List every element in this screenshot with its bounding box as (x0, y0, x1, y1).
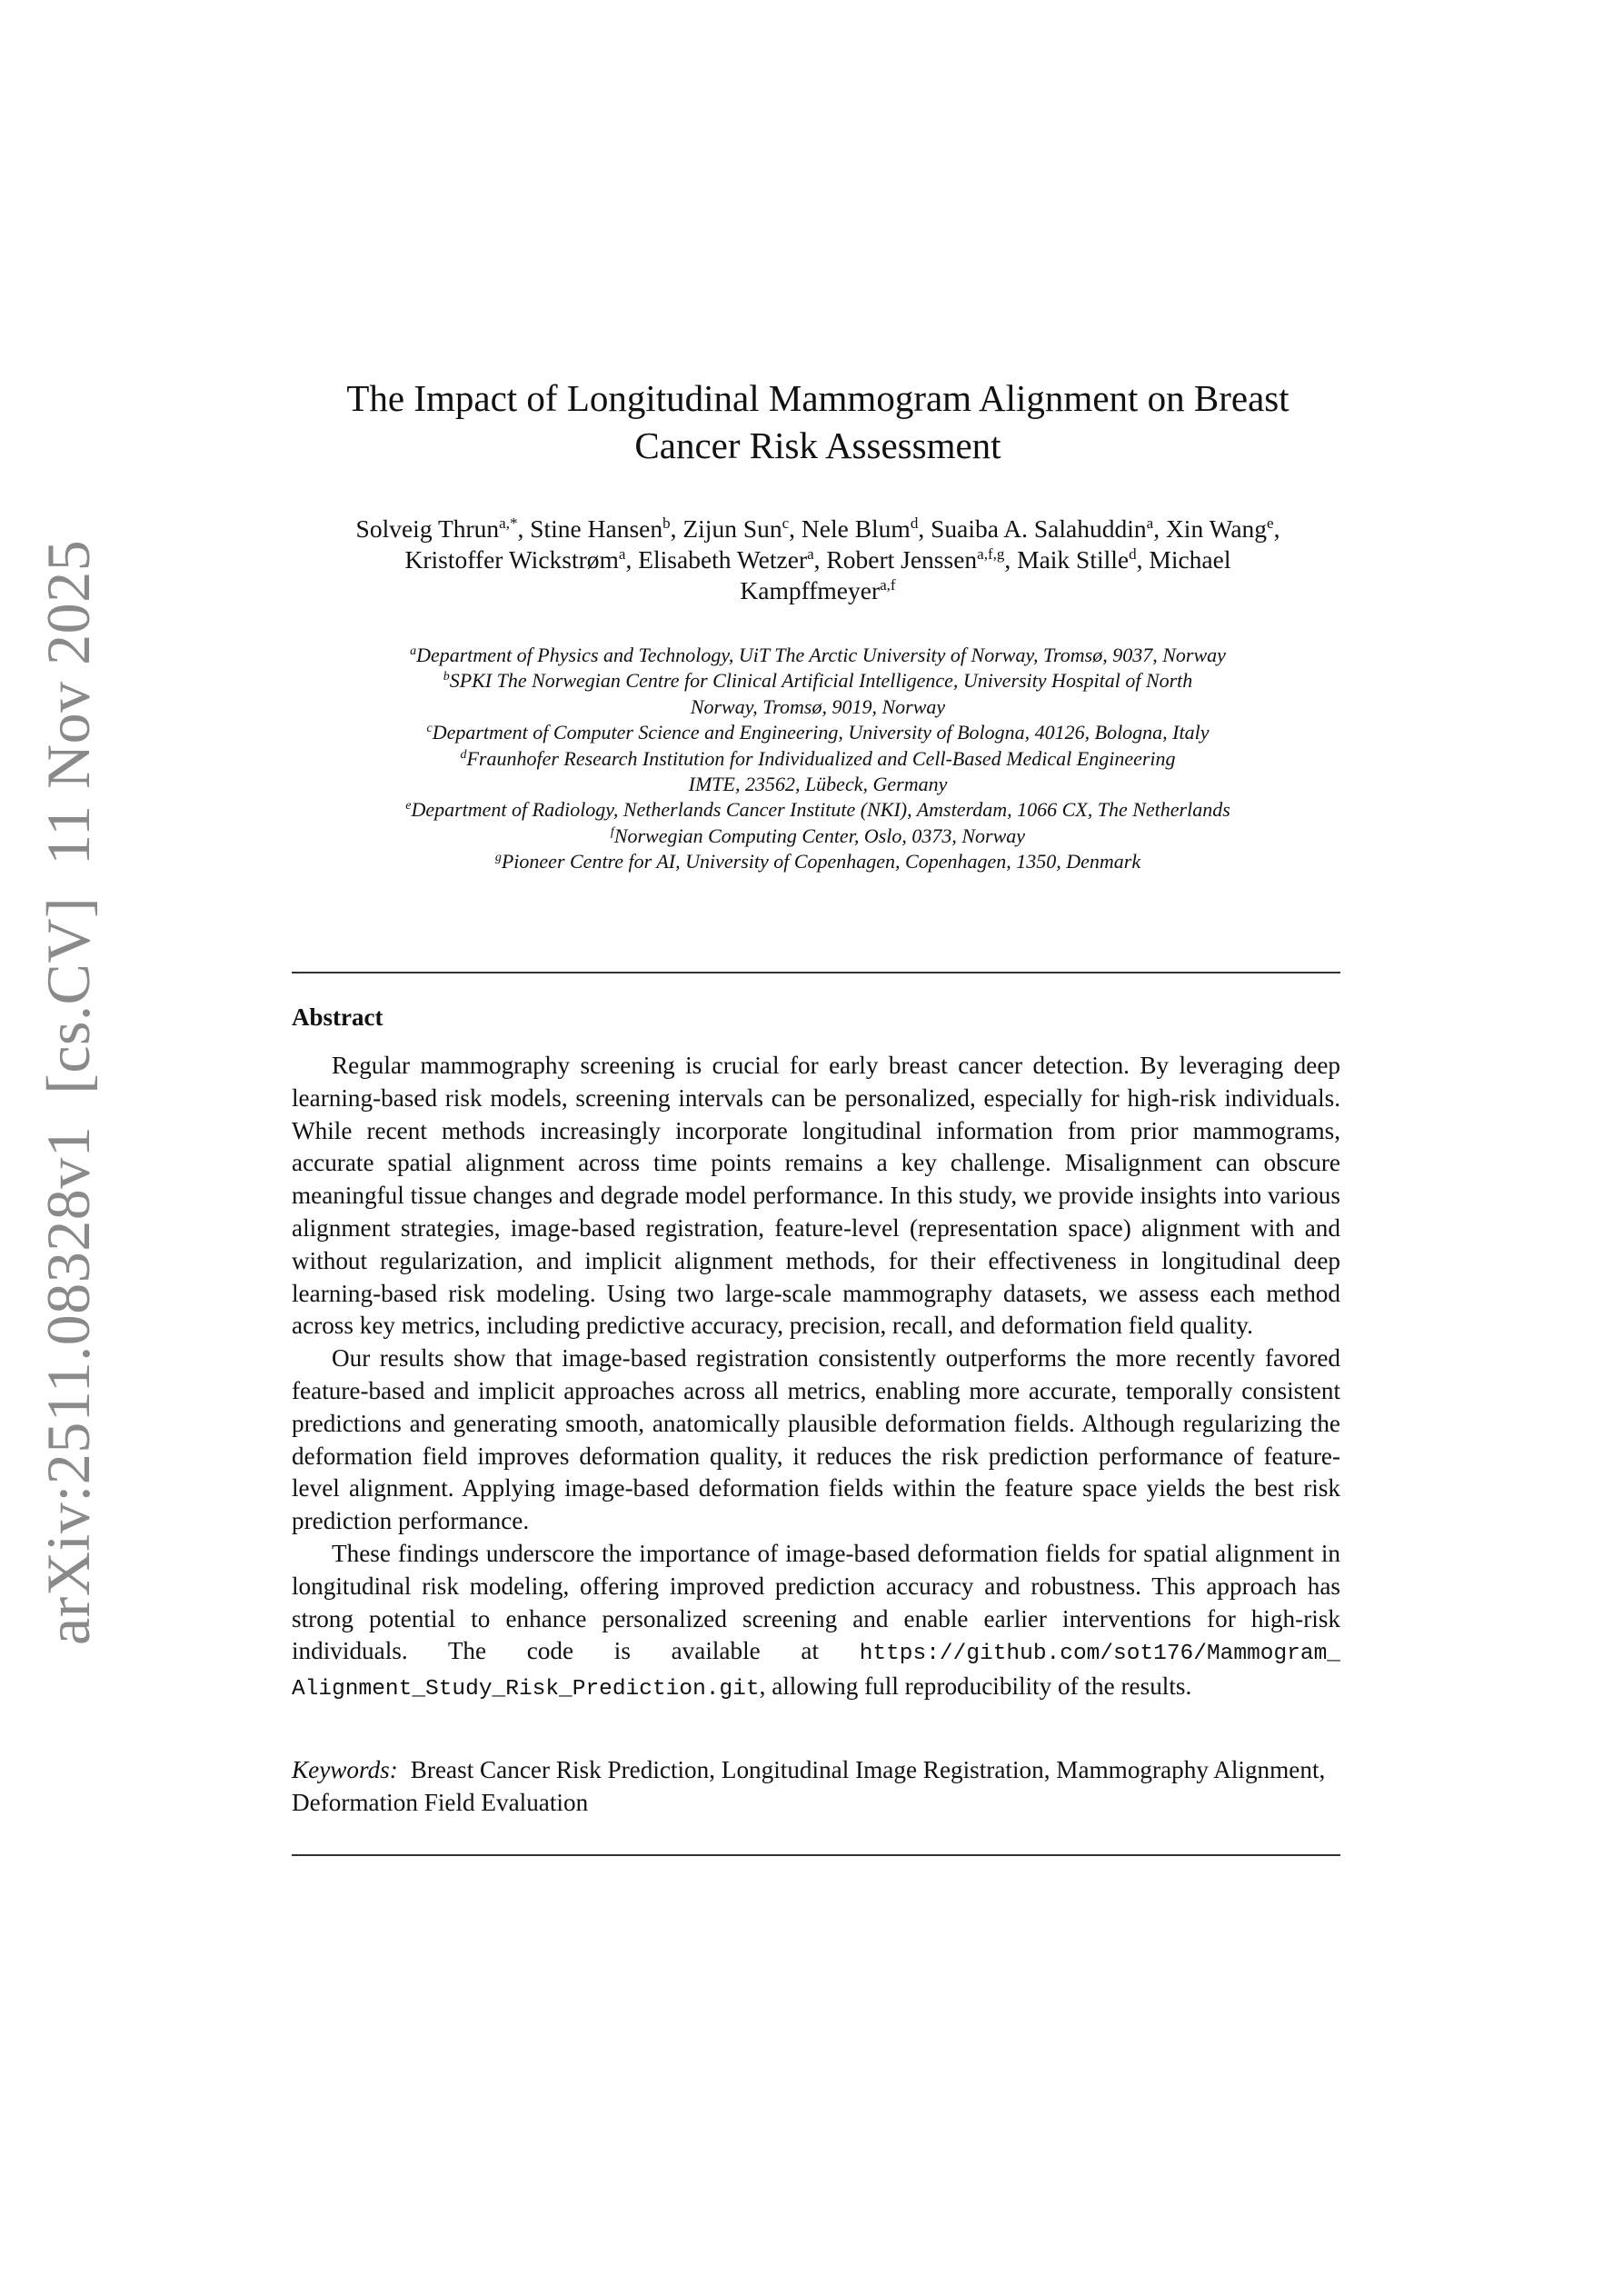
abstract-body (292, 1050, 1340, 1706)
author-name: Stine Hansen (530, 514, 663, 543)
affiliation-text: Norwegian Computing Center, Oslo, 0373, Norway (613, 824, 1026, 847)
code-repository-link[interactable]: https://github.com/sot176/Mammogram_​Alignment_Study_Risk_Prediction.git (292, 1642, 1340, 1702)
author-name: Nele Blum (801, 514, 911, 543)
author (1017, 545, 1149, 574)
author-list (291, 514, 1345, 606)
affiliation-key: c (426, 722, 433, 736)
affiliation-c (291, 720, 1345, 745)
affiliation-key: e (405, 799, 412, 814)
abstract-heading: Abstract (292, 1003, 383, 1031)
abstract-paragraph-3 (292, 1538, 1340, 1706)
affiliation-text: Department of Physics and Technology, UiT The Arctic University of Norway, Tromsø, 9037, Norway (416, 644, 1226, 666)
abstract-paragraph-2: Our results show that image-based registration consistently outperforms the more recently favored feature-based and implicit approaches across all metrics, enabling more accurate, temporally consistent predictions and generating smooth, anatomically plausible deformation fields. Although regularizing the deformation field improves deformation quality, it reduces the risk prediction performance of feature-level alignment. Applying image-based deformation fields within the feature space yields the best risk prediction performance. (292, 1344, 1340, 1535)
author-separator: , (1004, 545, 1018, 574)
author-name: Kristoffer Wickstrøm (404, 545, 619, 574)
author-affiliation-marker: a (618, 545, 626, 563)
author-affiliation-marker: a (807, 545, 814, 563)
author-affiliation-marker: b (662, 514, 671, 532)
affiliation-a (291, 643, 1345, 668)
author-separator: , (670, 514, 683, 543)
author-separator: , (1153, 514, 1166, 543)
author (1166, 514, 1280, 543)
affiliation-f (291, 824, 1345, 849)
keywords-label: Keywords: (292, 1756, 398, 1783)
author-name: Robert Jenssen (826, 545, 978, 574)
author-separator: , (789, 514, 802, 543)
affiliation-key: a (410, 644, 417, 658)
affiliation-e (291, 797, 1345, 823)
author-affiliation-marker: a,* (499, 514, 518, 532)
author-affiliation-marker: a (1146, 514, 1154, 532)
affiliation-text: Fraunhofer Research Institution for Individualized and Cell-Based Medical Engineering (466, 746, 1176, 770)
author-name: Elisabeth Wetzer (638, 545, 808, 574)
title-line-1: The Impact of Longitudinal Mammogram Alignment on Breast (346, 377, 1289, 419)
affiliation-key: g (494, 851, 502, 865)
author-affiliation-marker: d (1129, 545, 1137, 563)
abstract-bottom-divider (292, 1854, 1340, 1856)
affiliation-g (291, 849, 1345, 874)
keywords-text: Breast Cancer Risk Prediction, Longitudinal Image Registration, Mammography Alignment, Deformation Field Evaluation (292, 1756, 1326, 1816)
affiliation-text: IMTE, 23562, Lübeck, Germany (688, 773, 948, 796)
author-name: Zijun Sun (682, 514, 782, 543)
author-affiliation-marker: a,f,g (977, 545, 1005, 563)
arxiv-identifier-stamp: arXiv:2511.08328v1 [cs.CV] 11 Nov 2025 (34, 539, 103, 1645)
author-name: Maik Stille (1017, 545, 1130, 574)
author-affiliation-marker: c (782, 514, 790, 532)
affiliation-list (291, 643, 1345, 875)
author-separator: , (918, 514, 931, 543)
author (826, 545, 1017, 574)
affiliation-d (291, 746, 1345, 798)
affiliation-text: Pioneer Centre for AI, University of Copenhagen, Copenhagen, 1350, Denmark (501, 850, 1141, 873)
author-separator: , (625, 545, 639, 574)
author (356, 514, 531, 543)
author-affiliation-marker: a,f (880, 576, 896, 594)
affiliation-text: SPKI The Norwegian Centre for Clinical Artificial Intelligence, University Hospital of North (449, 669, 1193, 693)
author (931, 514, 1166, 543)
author-affiliation-marker: d (910, 514, 919, 532)
author (530, 514, 682, 543)
author-name: Suaiba A. Salahuddin (931, 514, 1147, 543)
author (638, 545, 826, 574)
author-separator: , (1273, 514, 1280, 543)
author (682, 514, 802, 543)
affiliation-text: Norway, Tromsø, 9019, Norway (690, 694, 946, 718)
abstract-top-divider (292, 972, 1340, 973)
author-separator: , (1136, 545, 1150, 574)
abstract-paragraph-1: Regular mammography screening is crucial for early breast cancer detection. By leveraging deep learning-based risk models, screening intervals can be personalized, especially for high-risk individuals. While recent methods increasingly incorporate longitudinal information from prior mammograms, accurate spatial alignment across time points remains a key challenge. Misalignment can obscure meaningful tissue changes and degrade model performance. In this study, we provide insights into various alignment strategies, image-based registration, feature-level (representation space) alignment with and without regularization, and implicit alignment methods, for their effectiveness in longitudinal deep learning-based risk modeling. Using two large-scale mammography datasets, we assess each method across key metrics, including predictive accuracy, precision, recall, and deformation field quality. (292, 1052, 1340, 1340)
affiliation-b (291, 668, 1345, 720)
paper-title (291, 374, 1345, 469)
keywords (292, 1754, 1340, 1820)
affiliation-key: d (460, 747, 467, 762)
paragraph-text: , allowing full reproducibility of the results. (759, 1672, 1192, 1701)
author-name: Xin Wang (1165, 514, 1268, 543)
author (802, 514, 931, 543)
author-separator: , (813, 545, 827, 574)
paragraph-text: These findings underscore the importance of image-based deformation fields for spatial alignment in longitudinal risk modeling, offering improved prediction accuracy and robustness. This approach has strong potential to enhance personalized screening and enable earlier interventions for high-risk individuals. The code is available at (292, 1539, 1340, 1665)
author-name: Michael Kampffmeyer (740, 545, 1231, 604)
affiliation-key: f (610, 824, 614, 839)
author (405, 545, 639, 574)
author-affiliation-marker: e (1267, 514, 1274, 532)
affiliation-text: Department of Radiology, Netherlands Cancer Institute (NKI), Amsterdam, 1066 CX, The Netherlands (411, 798, 1230, 822)
author-separator: , (517, 514, 531, 543)
title-line-2: Cancer Risk Assessment (634, 424, 1001, 466)
affiliation-text: Department of Computer Science and Engineering, University of Bologna, 40126, Bologna, Italy (432, 721, 1210, 744)
affiliation-key: b (443, 670, 450, 684)
author-name: Solveig Thrun (355, 514, 500, 543)
